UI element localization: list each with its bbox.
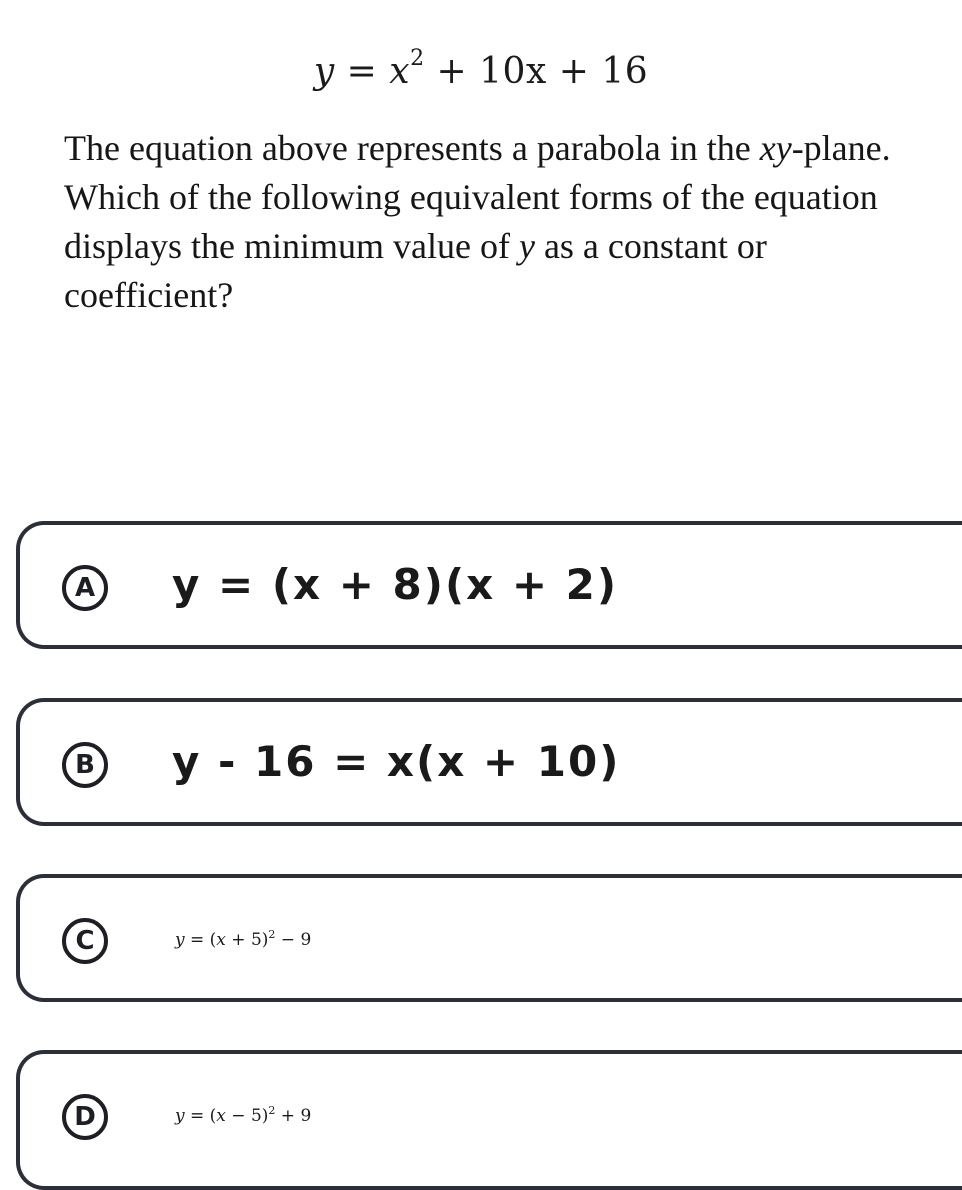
option-a-text: y = (x + 8)(x + 2) bbox=[172, 560, 619, 609]
option-a-badge: A bbox=[62, 565, 108, 611]
option-d-badge: D bbox=[62, 1094, 108, 1140]
question-var-y: y bbox=[518, 226, 535, 266]
equation-equals: = bbox=[346, 51, 378, 92]
question-part1: The equation above represents a parabola in the bbox=[64, 128, 751, 168]
option-b-badge: B bbox=[62, 742, 108, 788]
equation-base: x bbox=[389, 51, 411, 92]
option-c-badge: C bbox=[62, 918, 108, 964]
question-text bbox=[64, 124, 924, 320]
answer-option-a[interactable] bbox=[16, 521, 962, 649]
question-part2: -plane. Which of the following equivalent forms of the equation displays the minimum value of bbox=[64, 128, 891, 266]
question-part3: as a constant or coefficient? bbox=[64, 226, 767, 315]
question-var-xy: xy bbox=[759, 128, 792, 168]
equation-rest: + 10x + 16 bbox=[436, 51, 649, 92]
answer-option-c[interactable] bbox=[16, 874, 962, 1002]
answer-option-b[interactable] bbox=[16, 698, 962, 826]
equation-lhs: y bbox=[313, 51, 335, 92]
answer-option-d[interactable] bbox=[16, 1050, 962, 1190]
option-c-text: $y = (x + 5)^2 - 9$ bbox=[175, 928, 312, 950]
equation-exponent: 2 bbox=[410, 46, 425, 71]
option-b-text: y - 16 = x(x + 10) bbox=[172, 737, 621, 786]
option-d-text: $y = (x - 5)^2 + 9$ bbox=[175, 1104, 312, 1126]
given-equation bbox=[0, 40, 962, 104]
